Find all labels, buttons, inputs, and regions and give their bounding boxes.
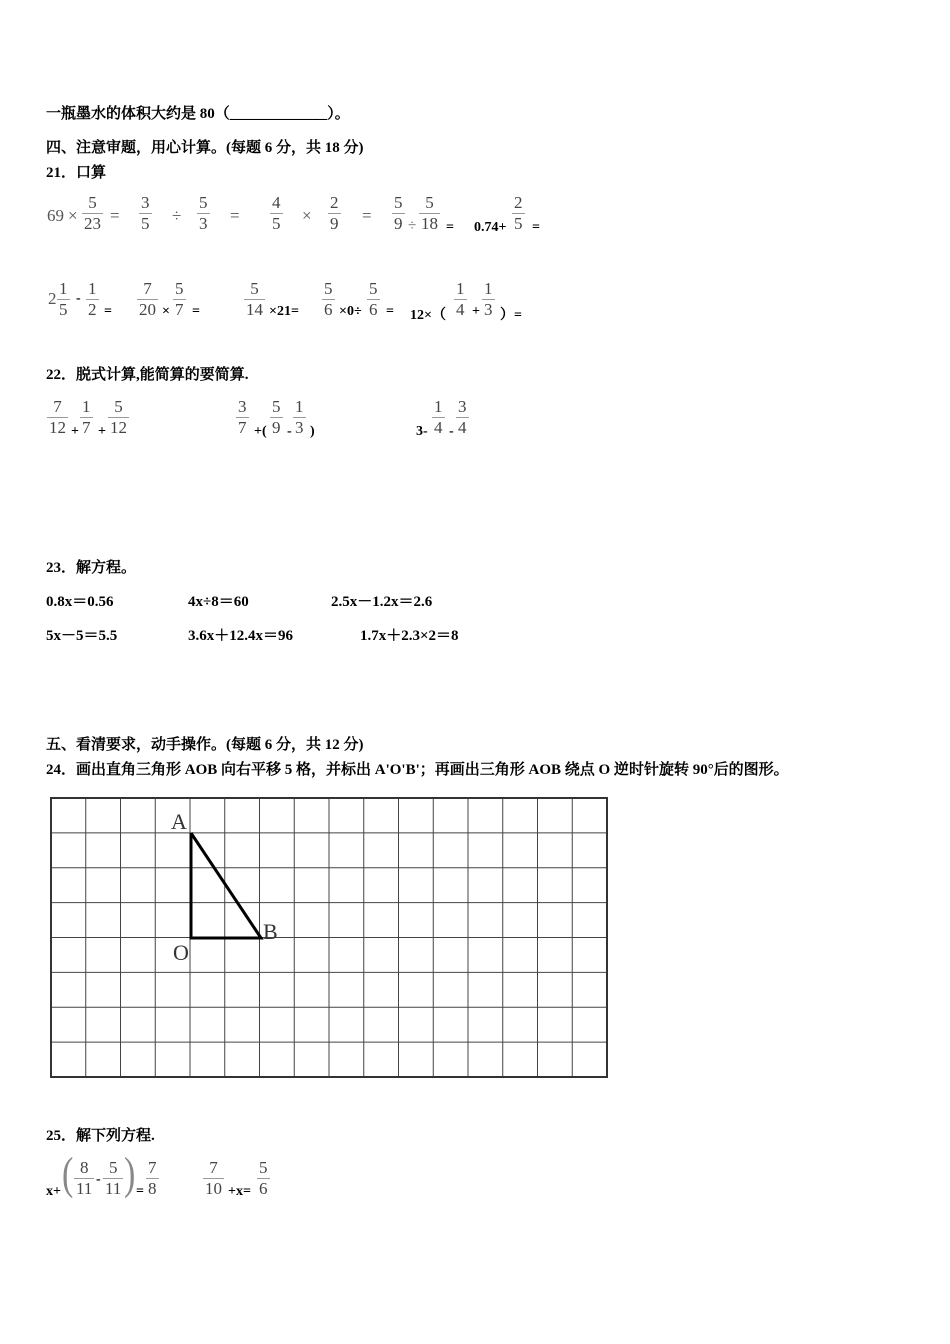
q21-r1-e4-eq: = (446, 220, 454, 235)
q21-r1-e1-fraction: $\frac{5}{23}$ (84, 193, 101, 233)
q21-r1-e5-fraction: $\frac{2}{5}$ (514, 193, 523, 233)
q23-equation-5: 3.6x＋12.4x＝96 (188, 628, 294, 644)
q22-e3-lead: 3- (416, 424, 428, 439)
q21-r1-e4-fraction-a: $\frac{5}{9}$ (394, 193, 403, 233)
q21-r1-e1-eq: = (110, 206, 120, 225)
q21-r1-e2-div: ÷ (172, 206, 182, 225)
q25-e1-lead: x+ (46, 1184, 61, 1199)
q21-r1-e3-fraction-b: $\frac{2}{9}$ (330, 193, 339, 233)
q22-e3-op: - (449, 424, 454, 439)
q22-label: 22．脱式计算,能简算的要简算. (46, 367, 249, 383)
q21-r1-e3-fraction-a: $\frac{4}{5}$ (272, 193, 281, 233)
q22-e1-fraction-a: $\frac{7}{12}$ (49, 397, 66, 437)
q21-r1-e3-eq: = (362, 206, 372, 225)
q21-r1-e1-times: × (68, 206, 78, 225)
q21-r2-e1-fraction-b: $\frac{1}{2}$ (88, 279, 97, 319)
q21-r2-e2-times: × (162, 304, 170, 319)
q21-r1-e2-fraction-a: $\frac{3}{5}$ (141, 193, 150, 233)
q22-e2-fraction-c: $\frac{1}{3}$ (295, 397, 304, 437)
q22-e2-fraction-b: $\frac{5}{9}$ (272, 397, 281, 437)
q22-e1-op2: + (98, 424, 106, 439)
q25-e1-fraction-result: $\frac{7}{8}$ (148, 1158, 157, 1198)
grid-lines (51, 798, 607, 1077)
q22-e3-fraction-b: $\frac{3}{4}$ (458, 397, 467, 437)
section-5-title: 五、看清要求，动手操作。(每题 6 分，共 12 分) (46, 737, 364, 753)
q25-e1-fraction-b: $\frac{5}{11}$ (105, 1158, 122, 1198)
q21-r1-e4-fraction-b: $\frac{5}{18}$ (421, 193, 438, 233)
q21-r2-e4-fraction-b: $\frac{5}{6}$ (369, 279, 378, 319)
ink-question-text: 一瓶墨水的体积大约是 80（ (46, 106, 230, 122)
q22-e2-op1: +( (254, 424, 267, 439)
q21-r2-e1-whole: 2 (48, 289, 57, 308)
q21-r2-e5-fraction-b: $\frac{1}{3}$ (484, 279, 493, 319)
q25-e2-fraction-a: $\frac{7}{10}$ (205, 1158, 222, 1198)
q21-r2-e3-tail: ×21= (269, 304, 299, 319)
q21-r2-e2-fraction-b: $\frac{5}{7}$ (175, 279, 184, 319)
point-label-a: A (171, 809, 187, 834)
q21-r2-e4-fraction-a: $\frac{5}{6}$ (324, 279, 333, 319)
q25-e1-close-paren: ) (124, 1149, 136, 1200)
q21-r2-e5-fraction-a: $\frac{1}{4}$ (456, 279, 465, 319)
q21-r2-e4-mid: ×0÷ (339, 304, 362, 319)
q21-r1-e4-div: ÷ (408, 218, 417, 234)
q23-equation-4: 5x－5＝5.5 (46, 628, 118, 644)
q23-equation-2: 4x÷8＝60 (188, 594, 249, 610)
q21-r2-e4-eq: = (386, 304, 394, 319)
q21-r2-e5-lead: 12×（ (410, 308, 446, 323)
q21-label: 21．口算 (46, 165, 107, 181)
q25-e1-fraction-a: $\frac{8}{11}$ (76, 1158, 93, 1198)
section-4-title: 四、注意审题，用心计算。(每题 6 分，共 18 分) (46, 140, 364, 156)
point-label-o: O (173, 940, 189, 965)
q21-r1-e1-lead: 69 (47, 206, 64, 225)
q23-label: 23．解方程。 (46, 560, 137, 576)
q22-e2-close: ) (310, 424, 315, 439)
q23-equation-1: 0.8x＝0.56 (46, 594, 114, 610)
q25-e1-open-paren: ( (62, 1149, 74, 1200)
q22-e1-fraction-c: $\frac{5}{12}$ (110, 397, 127, 437)
q21-r2-e1-minus: - (76, 291, 81, 306)
q21-r2-e3-fraction: $\frac{5}{14}$ (246, 279, 263, 319)
q22-e2-op2: - (287, 424, 292, 439)
q21-r2-e1-fraction-a: $\frac{1}{5}$ (59, 279, 68, 319)
q23-equation-3: 2.5x－1.2x＝2.6 (331, 594, 433, 610)
q21-r2-e5-tail: ）= (500, 308, 522, 323)
ink-question-suffix: ）。 (327, 106, 350, 122)
q25-e1-minus: - (96, 1172, 101, 1187)
q22-e2-fraction-a: $\frac{3}{7}$ (238, 397, 247, 437)
q21-r1-e5-lead: 0.74+ (474, 220, 507, 235)
q21-r2-e1-eq: = (104, 304, 112, 319)
answer-blank[interactable]: _____________ (229, 106, 328, 122)
q25-e2-fraction-result: $\frac{5}{6}$ (259, 1158, 268, 1198)
q21-r1-e2-fraction-b: $\frac{5}{3}$ (199, 193, 208, 233)
q22-e1-fraction-b: $\frac{1}{7}$ (82, 397, 91, 437)
q21-r2-e5-plus: + (472, 304, 480, 319)
q24-label: 24．画出直角三角形 AOB 向右平移 5 格，并标出 A'O'B'；再画出三角形 AOB 绕点 O 逆时针旋转 90°后的图形。 (46, 762, 789, 778)
q22-e1-op1: + (71, 424, 79, 439)
q21-r2-e2-fraction-a: $\frac{7}{20}$ (139, 279, 156, 319)
q25-e2-mid: +x= (228, 1184, 251, 1199)
triangle-aob (191, 833, 261, 938)
q22-e3-fraction-a: $\frac{1}{4}$ (434, 397, 443, 437)
q25-label: 25．解下列方程. (46, 1128, 155, 1144)
q21-r1-e3-times: × (302, 206, 312, 225)
q21-r1-e2-eq: = (230, 206, 240, 225)
q21-r2-e2-eq: = (192, 304, 200, 319)
q21-r1-e5-eq: = (532, 220, 540, 235)
point-label-b: B (263, 919, 278, 944)
q25-e1-eq: = (136, 1184, 144, 1199)
q23-equation-6: 1.7x＋2.3×2＝8 (360, 628, 459, 644)
